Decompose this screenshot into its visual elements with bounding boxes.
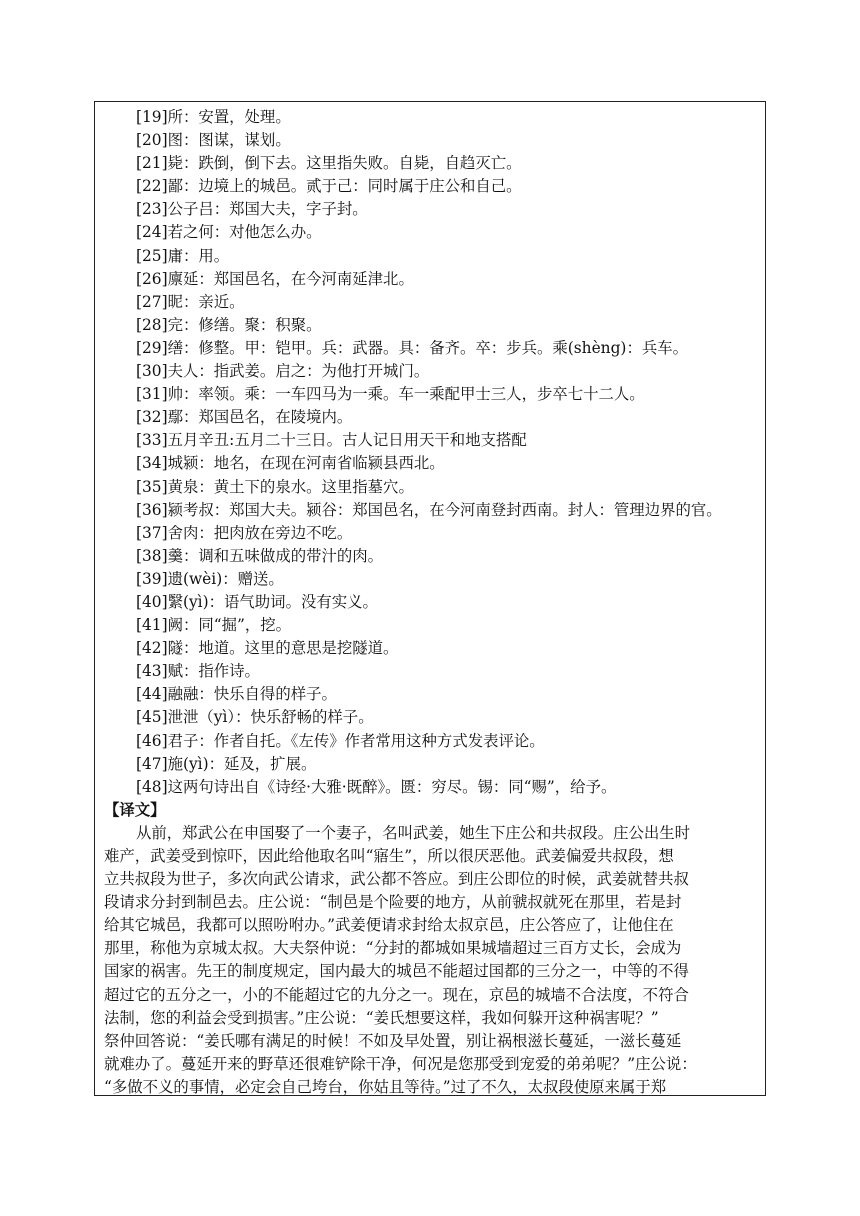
note-38: [38]羹：调和五味做成的带汁的肉。 xyxy=(136,546,384,565)
note-25: [25]庸：用。 xyxy=(136,246,230,265)
translation-line: 给其它城邑，我都可以照吩咐办。”武姜便请求封给太叔京邑，庄公答应了，让他住在 xyxy=(104,916,674,935)
note-36: [36]颍考叔：郑国大夫。颍谷：郑国邑名，在今河南登封西南。封人：管理边界的官。 xyxy=(136,500,722,519)
translation-line: 那里，称他为京城太叔。大夫祭仲说：“分封的都城如果城墙超过三百方丈长，会成为 xyxy=(104,939,682,958)
translation-line: 从前，郑武公在申国娶了一个妻子，名叫武姜，她生下庄公和共叔段。庄公出生时 xyxy=(136,823,691,842)
translation-line: 法制，您的利益会受到损害。”庄公说：“姜氏想要这样，我如何躲开这种祸害呢？” xyxy=(104,1008,659,1027)
translation-line: 难产，武姜受到惊吓，因此给他取名叫“寤生”，所以很厌恶他。武姜偏爱共叔段，想 xyxy=(104,847,674,865)
note-28: [28]完：修缮。聚：积聚。 xyxy=(136,315,322,334)
note-42: [42]隧：地道。这里的意思是挖隧道。 xyxy=(136,639,399,658)
note-45: [45]泄泄（yì）：快乐舒畅的样子。 xyxy=(136,708,374,727)
note-35: [35]黄泉：黄土下的泉水。这里指墓穴。 xyxy=(136,477,414,496)
note-27: [27]昵：亲近。 xyxy=(136,292,245,311)
note-44: [44]融融：快乐自得的样子。 xyxy=(136,685,337,704)
note-26: [26]廪延：郑国邑名，在今河南延津北。 xyxy=(136,269,414,288)
note-39: [39]遗(wèi)：赠送。 xyxy=(136,569,284,588)
note-40: [40]繄(yì)：语气助词。没有实义。 xyxy=(136,592,378,611)
translation-line: 超过它的五分之一，小的不能超过它的九分之一。现在，京邑的城墙不合法度，不符合 xyxy=(104,985,689,1004)
note-37: [37]舍肉：把肉放在旁边不吃。 xyxy=(136,523,353,542)
notes-list xyxy=(104,106,760,799)
translation-line: 段请求分封到制邑去。庄公说：“制邑是个险要的地方，从前虢叔就死在那里，若是封 xyxy=(104,893,682,912)
note-32: [32]鄢：郑国邑名，在陵境内。 xyxy=(136,408,353,427)
note-48: [48]这两句诗出自《诗经·大雅·既醉》。匮：穷尽。锡：同“赐”，给予。 xyxy=(136,777,617,796)
note-47: [47]施(yì)：延及，扩展。 xyxy=(136,754,317,773)
note-20: [20]图：图谋，谋划。 xyxy=(136,131,291,150)
note-23: [23]公子吕：郑国大夫，字子封。 xyxy=(136,200,368,219)
note-33: [33]五月辛丑:五月二十三日。古人记日用天干和地支搭配 xyxy=(136,431,527,450)
translation-paragraph xyxy=(104,822,760,1099)
note-31: [31]帅：率领。乘：一车四马为一乘。车一乘配甲士三人，步卒七十二人。 xyxy=(136,385,645,404)
translation-line: 立共叔段为世子，多次向武公请求，武公都不答应。到庄公即位的时候，武姜就替共叔 xyxy=(104,870,689,889)
note-34: [34]城颍：地名，在现在河南省临颍县西北。 xyxy=(136,454,445,473)
note-30: [30]夫人：指武姜。启之：为他打开城门。 xyxy=(136,362,430,381)
note-24: [24]若之何：对他怎么办。 xyxy=(136,223,322,242)
note-46: [46]君子：作者自托。《左传》作者常用这种方式发表评论。 xyxy=(136,731,545,750)
note-19: [19]所：安置，处理。 xyxy=(136,108,291,126)
note-43: [43]赋：指作诗。 xyxy=(136,662,260,681)
note-21: [21]毙：跌倒，倒下去。这里指失败。自毙，自趋灭亡。 xyxy=(136,154,522,173)
translation-heading: 【译文】 xyxy=(104,800,166,819)
note-41: [41]阙：同“掘”，挖。 xyxy=(136,616,292,635)
translation-line: 祭仲回答说：“姜氏哪有满足的时候！不如及早处置，别让祸根滋长蔓延，一滋长蔓延 xyxy=(104,1031,682,1050)
translation-line: 国家的祸害。先王的制度规定，国内最大的城邑不能超过国都的三分之一，中等的不得 xyxy=(104,962,689,981)
note-22: [22]鄙：边境上的城邑。贰于己：同时属于庄公和自己。 xyxy=(136,177,522,196)
translation-line: 就难办了。蔓延开来的野草还很难铲除干净，何况是您那受到宠爱的弟弟呢？”庄公说： xyxy=(104,1054,697,1073)
translation-line: “多做不义的事情，必定会自己垮台，你姑且等待。”过了不久，太叔段使原来属于郑 xyxy=(104,1077,667,1096)
document-body xyxy=(104,106,760,1099)
note-29: [29]缮：修整。甲：铠甲。兵：武器。具：备齐。卒：步兵。乘(shèng)：兵车。 xyxy=(136,338,689,357)
